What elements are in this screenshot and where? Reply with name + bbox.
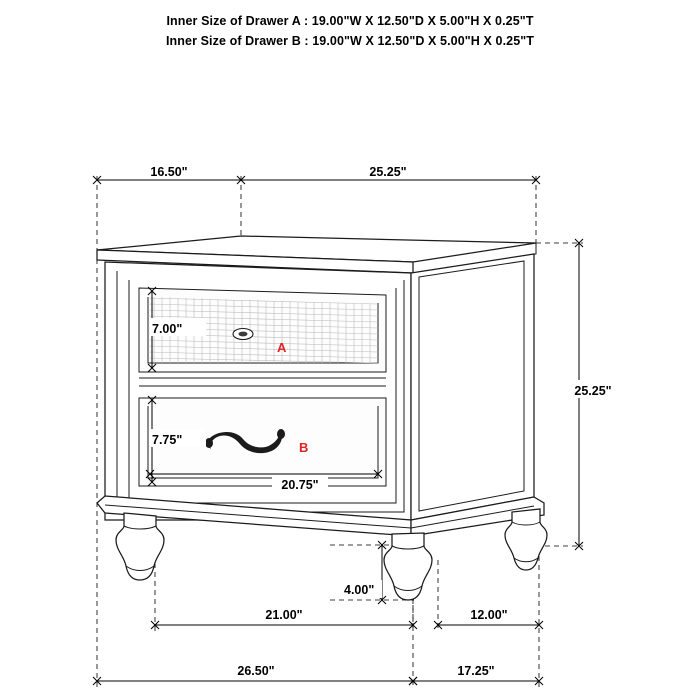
dim-drawer-b-width: 20.75" [281,478,319,492]
dim-top-left: 16.50" [150,165,188,179]
dim-drawer-a-height: 7.00" [152,322,183,336]
dim-base-front-width: 21.00" [265,608,303,622]
header-line-drawer-b: Inner Size of Drawer B : 19.00"W X 12.50"D X 5.00"H X 0.25"T [165,34,535,48]
dim-overall-depth-group [409,661,543,685]
top-dimension-chain [93,165,540,184]
header-line-drawer-a: Inner Size of Drawer A : 19.00"W X 12.50"D X 5.00"H X 0.25"T [166,14,534,28]
dim-overall-width: 26.50" [237,664,275,678]
dim-leg-height: 4.00" [344,583,375,597]
dim-drawer-b-height: 7.75" [152,433,183,447]
dim-base-side-depth: 12.00" [470,608,508,622]
dim-right-height: 25.25" [574,384,612,398]
drawer-a-knob [233,329,253,340]
dim-base-side-depth-group [434,605,543,629]
dim-top-right: 25.25" [369,165,407,179]
dim-base-front-width-group [151,605,417,629]
label-drawer-b: B [299,440,309,455]
dim-overall-width-group [93,661,417,685]
label-drawer-a: A [277,340,287,355]
dim-leg-height-group [336,541,386,604]
dim-right-height-group [564,239,622,550]
dim-overall-depth: 17.25" [457,664,495,678]
